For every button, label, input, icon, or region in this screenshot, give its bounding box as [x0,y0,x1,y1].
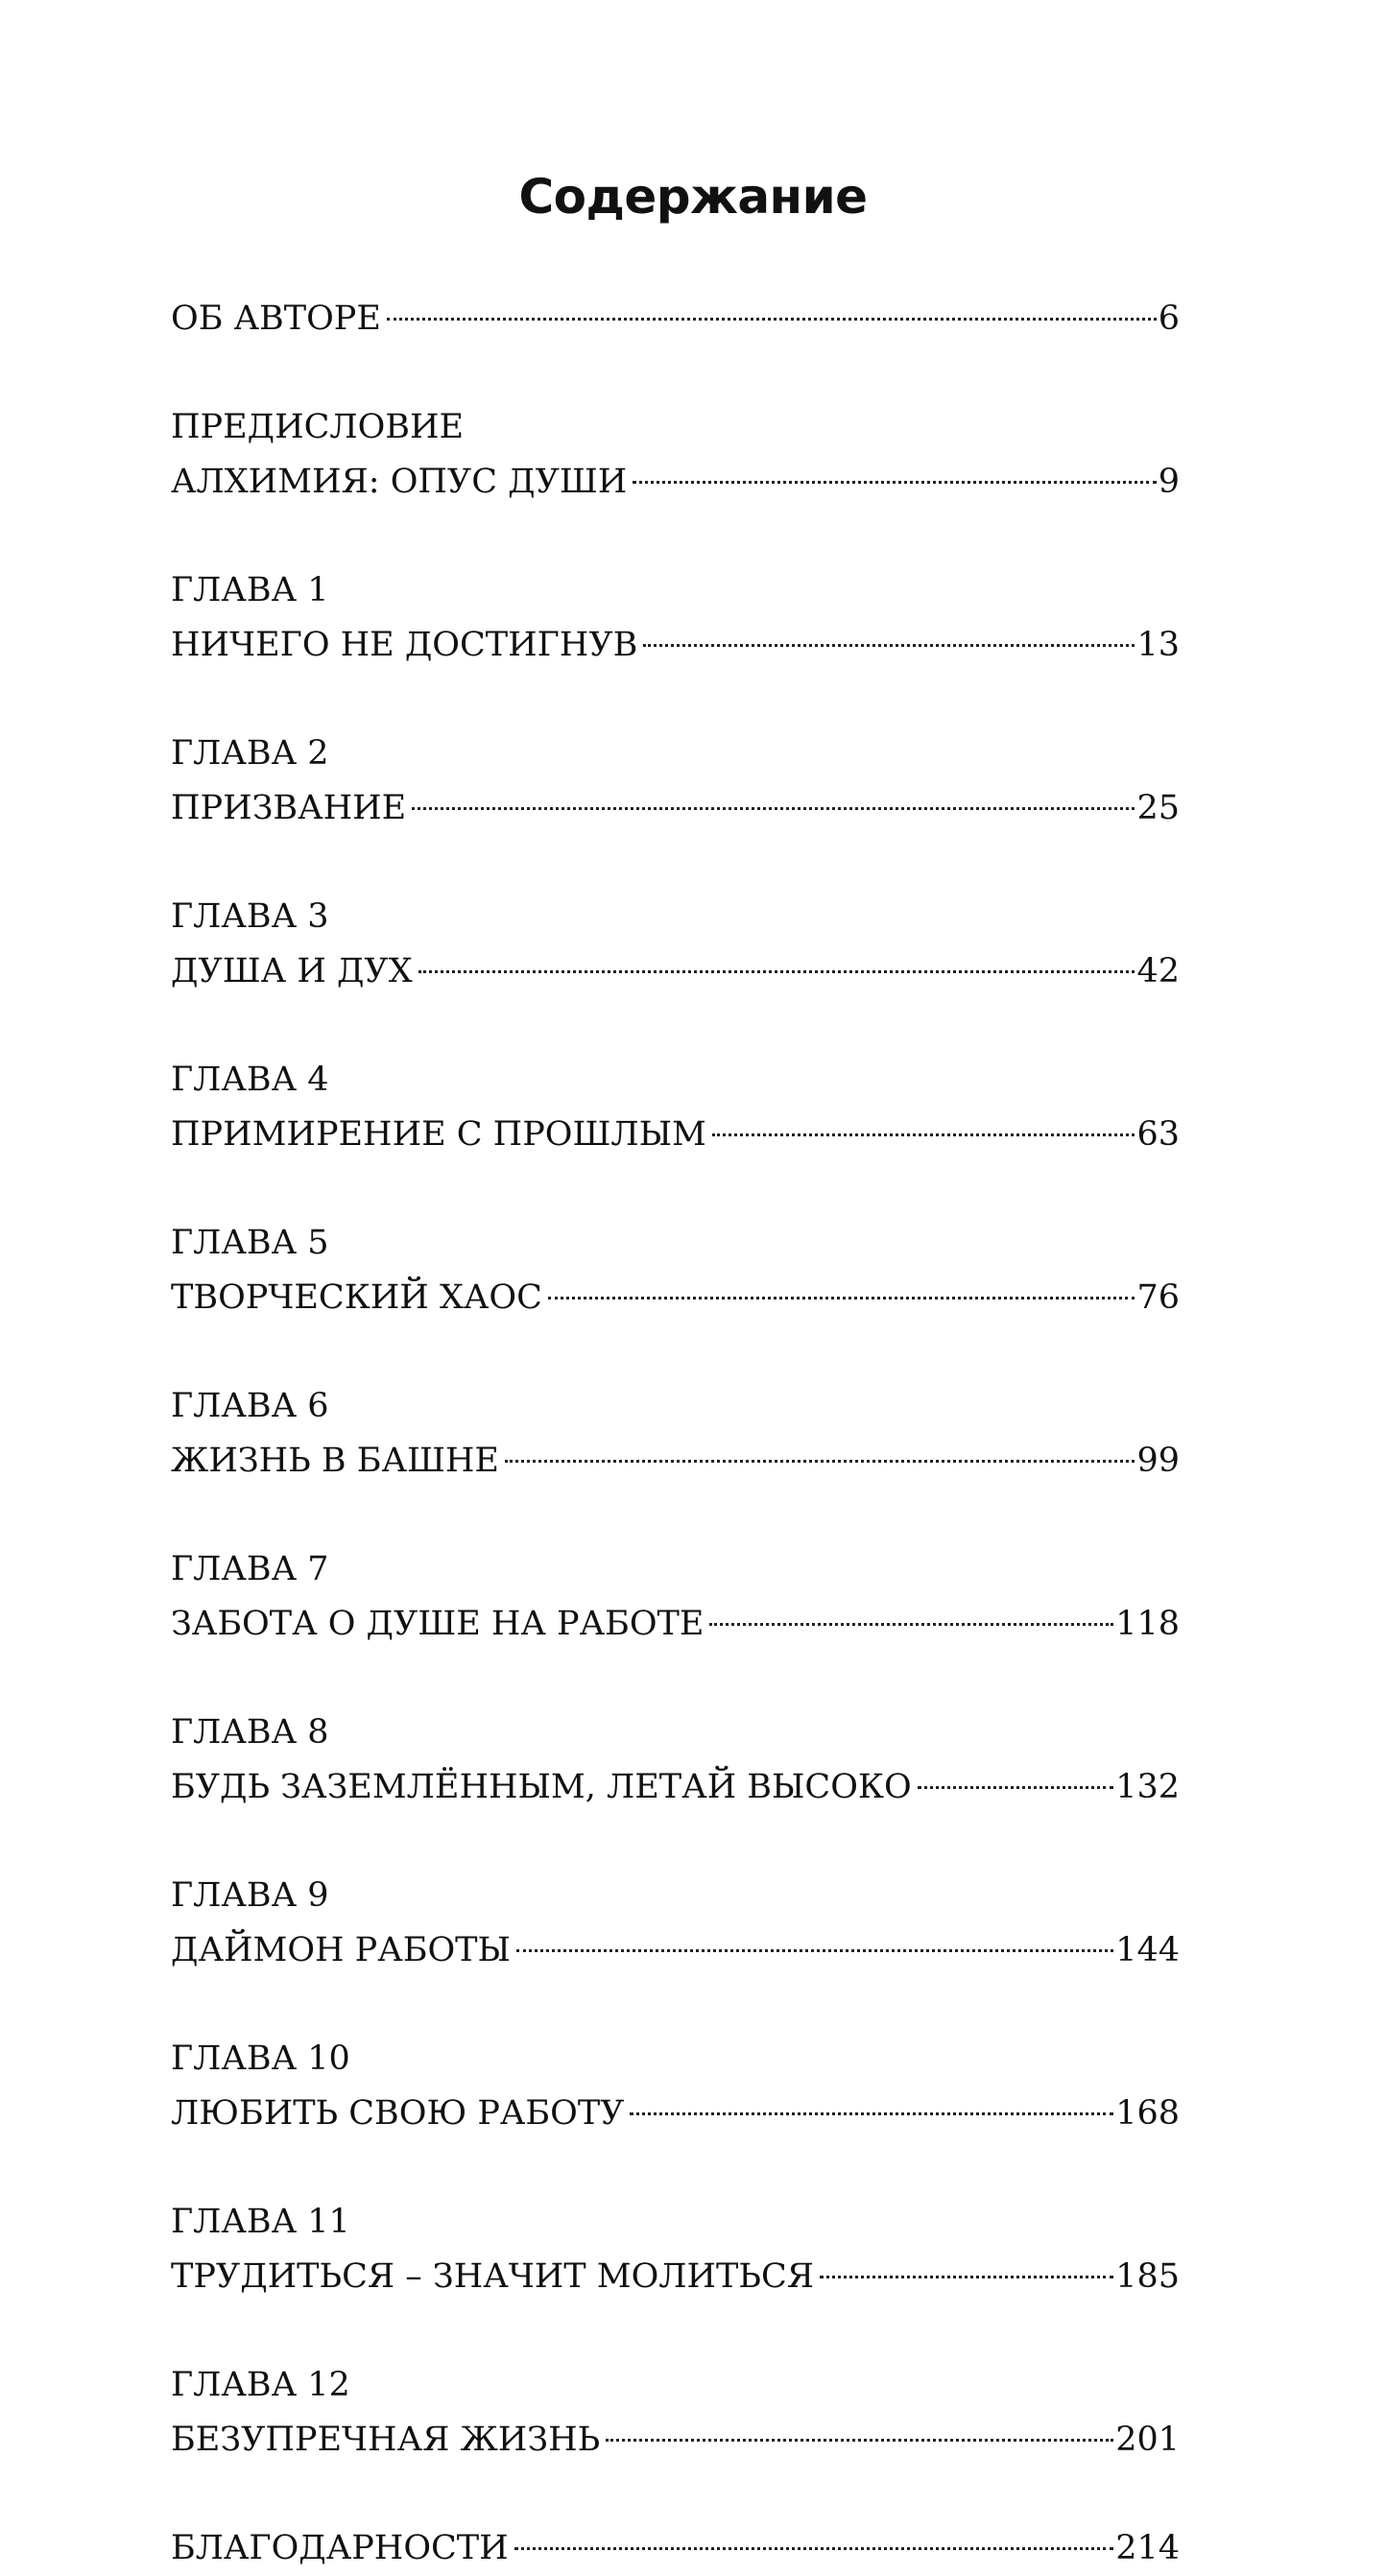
toc-page-number: 201 [1115,2421,1180,2459]
toc-entry-title: ЛЮБИТЬ СВОЮ РАБОТУ [171,2094,625,2133]
dot-leader [630,2112,1113,2115]
toc-page-number: 13 [1136,626,1180,664]
table-of-contents [171,292,1180,2576]
toc-page-number: 99 [1136,1442,1180,1480]
toc-entry-label: ГЛАВА 4 [171,1061,329,1099]
toc-page-number: 25 [1136,789,1180,827]
dot-leader [514,2547,1114,2550]
toc-entry-title: ТРУДИТЬСЯ – ЗНАЧИТ МОЛИТЬСЯ [171,2257,815,2296]
toc-entry-label: ГЛАВА 7 [171,1550,329,1588]
toc-entry-title: ДАЙМОН РАБОТЫ [171,1931,511,1969]
toc-entry-chapter-1[interactable] [171,563,1180,673]
toc-entry-about-author[interactable] [171,292,1180,346]
dot-leader [505,1460,1135,1463]
dot-leader [548,1297,1135,1300]
toc-page-number: 9 [1158,463,1180,501]
dot-leader [418,970,1135,973]
toc-entry-title: БЛАГОДАРНОСТИ [171,2529,509,2567]
toc-entry-chapter-7[interactable] [171,1542,1180,1652]
toc-entry-title: НИЧЕГО НЕ ДОСТИГНУВ [171,626,638,664]
toc-entry-chapter-12[interactable] [171,2358,1180,2468]
toc-entry-chapter-6[interactable] [171,1379,1180,1489]
toc-entry-label: ГЛАВА 9 [171,1876,329,1915]
toc-entry-chapter-5[interactable] [171,1216,1180,1325]
dot-leader [633,481,1156,484]
toc-page-number: 76 [1136,1278,1180,1317]
toc-entry-title: ДУША И ДУХ [171,952,413,990]
toc-page-number: 168 [1115,2094,1180,2133]
toc-page-number: 118 [1115,1605,1180,1643]
toc-entry-label: ГЛАВА 3 [171,897,329,936]
toc-entry-label: ГЛАВА 2 [171,734,329,773]
dot-leader [643,644,1135,647]
dot-leader [606,2439,1113,2442]
toc-entry-chapter-4[interactable] [171,1053,1180,1162]
toc-entry-title: БУДЬ ЗАЗЕМЛЁННЫМ, ЛЕТАЙ ВЫСОКО [171,1768,912,1806]
toc-page-number: 132 [1115,1768,1180,1806]
toc-page-number: 144 [1115,1931,1180,1969]
dot-leader [412,807,1135,810]
toc-entry-chapter-11[interactable] [171,2195,1180,2304]
toc-page-number: 214 [1115,2529,1180,2567]
toc-entry-title: ПРИМИРЕНИЕ С ПРОШЛЫМ [171,1115,706,1154]
toc-entry-preface[interactable] [171,400,1180,510]
toc-entry-label: ГЛАВА 12 [171,2366,350,2404]
toc-entry-label: ГЛАВА 11 [171,2203,350,2241]
toc-entry-title: ПРИЗВАНИЕ [171,789,407,827]
toc-entry-label: ГЛАВА 10 [171,2039,350,2078]
toc-entry-title: ТВОРЧЕСКИЙ ХАОС [171,1278,542,1317]
toc-page-number: 42 [1136,952,1180,990]
toc-entry-title: ЗАБОТА О ДУШЕ НА РАБОТЕ [171,1605,705,1643]
dot-leader [820,2276,1113,2278]
toc-entry-chapter-3[interactable] [171,890,1180,999]
toc-entry-label: ГЛАВА 6 [171,1387,329,1425]
toc-entry-label: ГЛАВА 5 [171,1224,329,1262]
toc-entry-title: БЕЗУПРЕЧНАЯ ЖИЗНЬ [171,2421,601,2459]
toc-entry-label: ПРЕДИСЛОВИЕ [171,408,465,446]
toc-entry-chapter-2[interactable] [171,727,1180,836]
toc-entry-title: ЖИЗНЬ В БАШНЕ [171,1442,499,1480]
toc-page-number: 6 [1158,299,1180,338]
dot-leader [516,1949,1113,1952]
toc-entry-title: АЛХИМИЯ: ОПУС ДУШИ [171,463,628,501]
toc-page-number: 185 [1115,2257,1180,2296]
toc-entry-acknowledgements[interactable] [171,2521,1180,2576]
toc-entry-label: ГЛАВА 8 [171,1713,329,1752]
dot-leader [712,1133,1135,1136]
toc-entry-title: ОБ АВТОРЕ [171,299,381,338]
toc-entry-chapter-10[interactable] [171,2032,1180,2141]
dot-leader [918,1786,1114,1789]
dot-leader [709,1623,1113,1626]
page-title: Содержание [518,169,868,225]
toc-entry-chapter-9[interactable] [171,1869,1180,1978]
toc-page-number: 63 [1136,1115,1180,1154]
dot-leader [387,318,1157,321]
toc-entry-label: ГЛАВА 1 [171,571,329,609]
toc-entry-chapter-8[interactable] [171,1705,1180,1815]
